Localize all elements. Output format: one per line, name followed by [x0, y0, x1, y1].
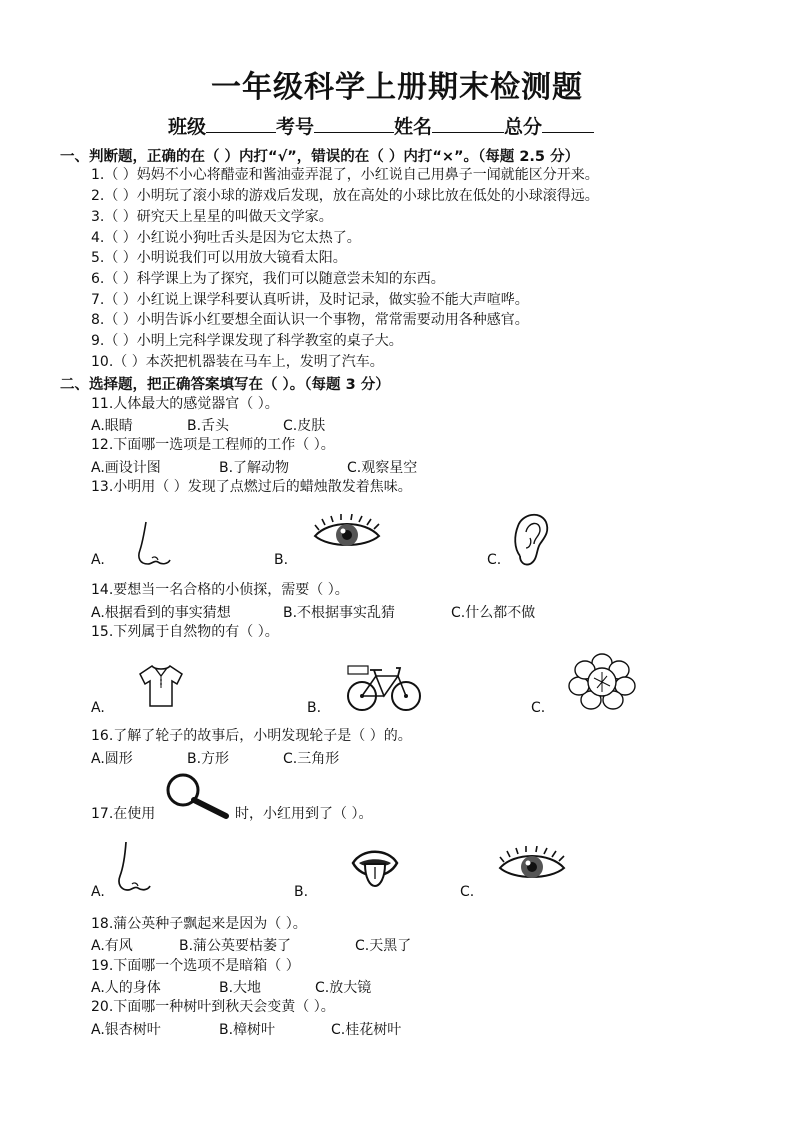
section2-heading: 二、选择题，把正确答案填写在（ ）。（每题 3 分） [60, 377, 390, 393]
tf-item: 2.（ ）小明玩了滚小球的游戏后发现，放在高处的小球比放在低处的小球滚得远。 [91, 188, 599, 204]
exam-no-label: 考号 [276, 116, 315, 138]
q13-option-b: B. [274, 552, 289, 568]
q19-option-c: C.放大镜 [315, 980, 372, 996]
q17-option-a: A. [91, 884, 105, 900]
tf-item: 7.（ ）小红说上课学科要认真听讲，及时记录，做实验不能大声喧哗。 [91, 292, 529, 308]
q15-option-c: C. [531, 700, 546, 716]
magnifier-icon [164, 772, 230, 822]
q14-option-b: B.不根据事实乱猜 [283, 605, 396, 621]
q11-stem: 11.人体最大的感觉器官（ ）。 [91, 396, 279, 412]
q14-stem: 14.要想当一名合格的小侦探，需要（ ）。 [91, 582, 349, 598]
section1-heading: 一、判断题，正确的在（ ）内打“√”，错误的在（ ）内打“×”。（每题 2.5 分） [60, 149, 580, 165]
q14-option-c: C.什么都不做 [451, 605, 536, 621]
q11-option-b: B.舌头 [187, 418, 230, 434]
shirt-icon [136, 662, 186, 710]
tf-item: 10.（ ）本茨把机器装在马车上，发明了汽车。 [91, 354, 384, 370]
q18-option-b: B.蒲公英要枯萎了 [179, 938, 292, 954]
q13-option-c: C. [487, 552, 502, 568]
tongue-icon [350, 846, 400, 888]
q17-option-c: C. [460, 884, 475, 900]
tf-item: 8.（ ）小明告诉小红要想全面认识一个事物，常常需要动用各种感官。 [91, 312, 529, 328]
eye-icon [496, 846, 568, 886]
q18-stem: 18.蒲公英种子飘起来是因为（ ）。 [91, 916, 307, 932]
q19-option-a: A.人的身体 [91, 980, 161, 996]
bicycle-icon [346, 660, 422, 714]
q16-option-c: C.三角形 [283, 751, 340, 767]
flower-icon [567, 652, 637, 710]
name-label: 姓名 [394, 116, 433, 138]
page-title: 一年级科学上册期末检测题 [211, 70, 583, 105]
q13-stem: 13.小明用（ ）发现了点燃过后的蜡烛散发着焦味。 [91, 479, 412, 495]
tf-item: 5.（ ）小明说我们可以用放大镜看太阳。 [91, 250, 347, 266]
eye-icon [311, 514, 383, 554]
q17-stem-post: 时，小红用到了（ ）。 [235, 806, 373, 822]
q19-option-b: B.大地 [219, 980, 262, 996]
q17-option-b: B. [294, 884, 309, 900]
q12-option-a: A.画设计图 [91, 460, 161, 476]
q20-option-c: C.桂花树叶 [331, 1022, 402, 1038]
q12-stem: 12.下面哪一选项是工程师的工作（ ）。 [91, 437, 335, 453]
q11-option-a: A.眼睛 [91, 418, 133, 434]
q12-option-c: C.观察星空 [347, 460, 418, 476]
q14-option-a: A.根据看到的事实猜想 [91, 605, 231, 621]
tf-item: 9.（ ）小明上完科学课发现了科学教室的桌子大。 [91, 333, 403, 349]
q20-option-a: A.银杏树叶 [91, 1022, 161, 1038]
q19-stem: 19.下面哪一个选项不是暗箱（ ） [91, 958, 300, 974]
class-label: 班级 [168, 116, 207, 138]
exam-no-blank[interactable] [314, 114, 394, 133]
class-blank[interactable] [206, 114, 276, 133]
q20-option-b: B.樟树叶 [219, 1022, 276, 1038]
score-label: 总分 [504, 116, 543, 138]
q16-option-a: A.圆形 [91, 751, 133, 767]
q17-stem-pre: 17.在使用 [91, 806, 156, 822]
tf-item: 1.（ ）妈妈不小心将醋壶和酱油壶弄混了，小红说自己用鼻子一闻就能区分开来。 [91, 167, 599, 183]
q15-option-b: B. [307, 700, 322, 716]
student-info-row [168, 112, 594, 139]
nose-icon [114, 840, 154, 896]
q13-option-a: A. [91, 552, 105, 568]
q18-option-c: C.天黑了 [355, 938, 412, 954]
name-blank[interactable] [432, 114, 504, 133]
q15-stem: 15.下列属于自然物的有（ ）。 [91, 624, 279, 640]
q20-stem: 20.下面哪一种树叶到秋天会变黄（ ）。 [91, 999, 335, 1015]
tf-item: 3.（ ）研究天上星星的叫做天文学家。 [91, 209, 333, 225]
tf-item: 6.（ ）科学课上为了探究，我们可以随意尝未知的东西。 [91, 271, 445, 287]
q16-stem: 16.了解了轮子的故事后，小明发现轮子是（ ）的。 [91, 728, 412, 744]
nose-icon [132, 520, 174, 570]
q12-option-b: B.了解动物 [219, 460, 290, 476]
tf-item: 4.（ ）小红说小狗吐舌头是因为它太热了。 [91, 230, 361, 246]
ear-icon [510, 508, 552, 568]
q16-option-b: B.方形 [187, 751, 230, 767]
q11-option-c: C.皮肤 [283, 418, 326, 434]
q15-option-a: A. [91, 700, 105, 716]
score-blank[interactable] [542, 114, 594, 133]
q18-option-a: A.有风 [91, 938, 133, 954]
